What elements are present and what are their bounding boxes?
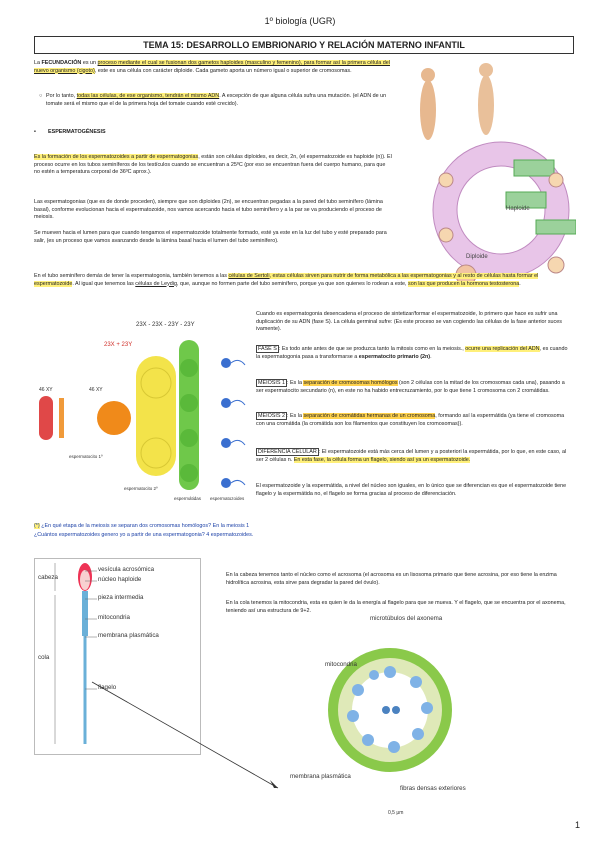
question-1: (*) ¿En qué etapa de la meiosis se separan dos cromosomas homólogos? En la meiosis 1 (34, 523, 250, 529)
meiosis-top-label: 23X - 23X - 23Y - 23Y (136, 322, 195, 328)
section-bullet: • (34, 129, 36, 135)
svg-text:Diploide: Diploide (466, 254, 488, 260)
page-number: 1 (574, 820, 580, 830)
sperm-label-membrana: membrana plasmática (98, 632, 159, 639)
axonema-label-membrana: membrana plasmática (290, 773, 351, 780)
sperm-paragraph-1: Es la formación de los espermatozoides a partir de espermatogonias, están son células diploides, es decir, 2n, (el espermatozoide es haploide (n)). El proceso ocurre en los tubos seminíferos de los testículos cuando se encuentran a 25ºC (por eso se encuentran fuera del cuerpo humano, para que no estén a temperatura corporal de 36ºC aprox.). (34, 154, 392, 176)
fertilization-cycle-figure (406, 60, 576, 305)
meiosis-figure (34, 318, 249, 508)
zoom-arrow (90, 680, 290, 795)
sperm-paragraph-2: Las espermatogonias (que es de donde proceden), siempre que son diploides (2n), se encuentran pegadas a la pared del tubo seminífero (lámina basal), conforme evolucionan hacia el espermatozoide, nos vamos acercando hacia el tubo seminífero y a la par se va produciendo el proceso de meiosis. (34, 199, 383, 221)
fase-s-paragraph: FASE S : Es todo ante antes de que se produzca tanto la mitosis como en la meiosis., ocurre una replicación del ADN, es cuando la espermatogonia pasa a transformarse a espermatocito primario (2n). (256, 346, 568, 360)
sperm-label-mitocondria: mitocondria (98, 614, 130, 621)
right-intro: Cuando es espermatogonia desencadena el proceso de sintetizar/formar el espermatozoide, lo primero que hace es sufrir una duplicación de su ADN (fase S). La célula germinal sufre: (Es este proceso se van cogiendo las células de la fase anterior suces ivamente). (256, 311, 562, 333)
svg-text:Haploide: Haploide (506, 206, 530, 212)
axonema-figure (290, 610, 472, 820)
meiosis-left1-label: 46 XY (39, 387, 53, 393)
meiosis-label-c: espermátidas (174, 496, 202, 501)
meiosis-top2-label: 23X + 23Y (104, 342, 133, 348)
sperm-paragraph-3: Se mueven hacia el lumen para que cuando tengamos el espermatozoide totalmente formado, esté ya este en la luz del tubo y esté preparado para salir, (es un proceso que vamos avanzando desde la lámina basal hacia el lumen del tubo seminífero). (34, 230, 387, 244)
intro-bullet: ○ Por lo tanto, todas las células, de ese organismo, tendrán el mismo ADN. A excepción de que alguna célula sufra una mutación. (el ADN de un tomate será el mismo que el de la primera hoja del tomate cuando esté crecido). (39, 93, 387, 107)
right-final: El espermatozoide y la espermátida, a nivel del núcleo son iguales, en lo único que se diferencian es que el espermatozoide tiene flagelo y la espermátida no, el flagelo se forma gracias al proceso de diferenciación. (256, 483, 567, 497)
axonema-label-mitocondria: mitocondria (325, 661, 357, 668)
sperm-label-vesicula: vesícula acrosómica (98, 566, 155, 573)
page-header: 1º biología (UGR) (264, 16, 336, 26)
axonema-label-fibras: fibras densas exteriores (400, 785, 466, 792)
sperm-label-cabeza: cabeza (38, 574, 58, 581)
question-2: ¿Cuántos espermatozoides genero yo a partir de una espermatogonia? 4 espermatozoides. (34, 532, 254, 538)
meiosis-label-b: espermatocito 2º (124, 486, 158, 491)
meiosis-left2-label: 46 XY (89, 387, 103, 393)
meiosis1-paragraph: MEIOSIS 1 : Es la separación de cromosomas homólogos (son 2 células con la mitad de los cromosomas cada una), pasando a ser espermatocito secundario (n), en este no ha habido entrecruzamiento, por lo que tiene 1 cromosoma con 2 cromátidas. (256, 380, 565, 394)
axonema-label-microtubulos: microtúbulos del axonema (370, 615, 443, 622)
meiosis2-paragraph: MEIOSIS 2 : Es la separación de cromátidas hermanas de un cromosoma, formando así la espermátida (ya tiene el cromosoma con una cromátida (la cromátida son los filamentos que constituyen los cromosomas)). (256, 413, 565, 427)
bottom-paragraph-1: En la cabeza tenemos tanto el núcleo como el acrosoma (el acrosoma es un lisosoma primario que tiene acrosina, por eso tiene la enzima hidrolítica acrosina, esta sirve para degradar la pared del óvulo). (226, 572, 557, 586)
diferencia-paragraph: DIFERENCIA CELULAR : El espermatozoide está más cerca del lumen y a posteriori la espermátida, por lo que, en este caso, al ser 2 células n. En esta fase, la célula forma un flagelo, siendo así ya un espermatozoide. (256, 449, 567, 463)
intro-paragraph: La FECUNDACIÓN es un proceso mediante el cual se fusionan dos gametos haploides (masculino y femenino), para formar así la primera célula del nuevo organismo (cigoto), este es una célula con carácter diploide. Cada gameto aporta un número igual o superior de cromosomas. (34, 60, 390, 74)
section-heading: ESPERMATOGÉNESIS (48, 129, 106, 135)
bottom-paragraph-2: En la cola tenemos la mitocondria, esta es quien le da la energía al flagelo para que se mueva. Y el flagelo, que se encuentra por el axonema, teniendo así una estructura de 9+2. (226, 600, 566, 614)
sperm-label-flagelo: flagelo (98, 684, 117, 691)
sperm-label-nucleo: núcleo haploide (98, 576, 142, 583)
axonema-scale: 0,5 μm (388, 810, 404, 816)
sperm-paragraph-4: En el tubo seminífero demás de tener la espermatogonia, también tenemos a las células de Sertoli, estas células sirven para nutrir de forma metabólica a las espermatogonias y al resto de células hasta formar el espermatozoide. Al igual que tenemos las células de Leydig, que, aunque no formen parte del tubo seminífero, porque ya que son quienes lo rodean a este, son las que producen la hormona testosterona. (34, 273, 539, 287)
page-title: TEMA 15: DESARROLLO EMBRIONARIO Y RELACIÓN MATERNO INFANTIL (34, 36, 574, 54)
meiosis-label-a: espermatocito 1º (69, 454, 103, 459)
sperm-label-pieza: pieza intermedia (98, 594, 144, 601)
sperm-label-cola: cola (38, 654, 50, 661)
meiosis-label-d: espermatozoides (210, 496, 245, 501)
